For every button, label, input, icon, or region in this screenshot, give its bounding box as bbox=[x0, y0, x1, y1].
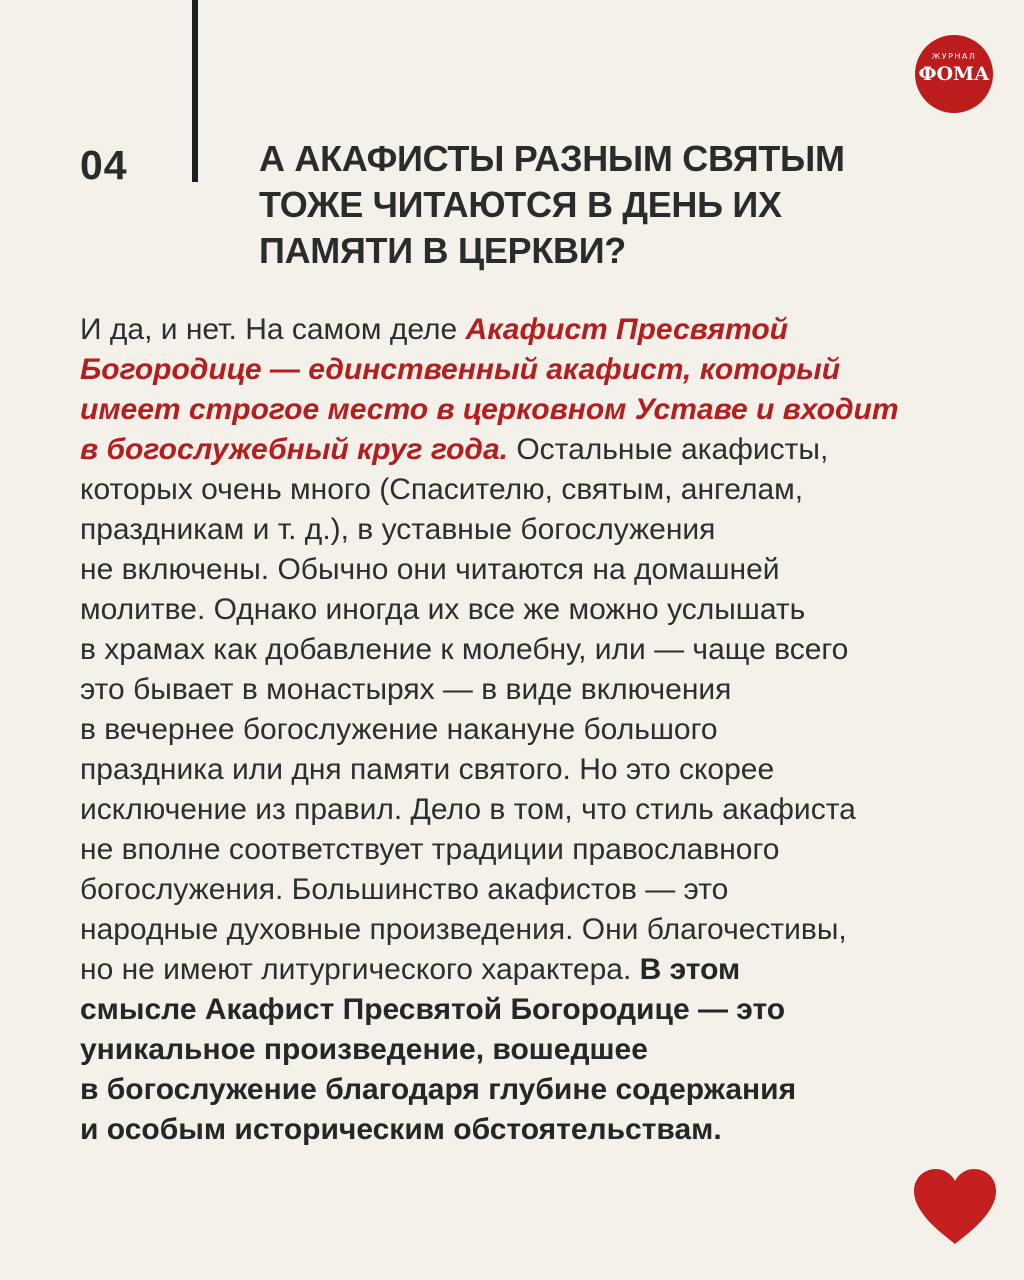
body-text-line: праздникам и т. д.), в уставные богослужения bbox=[80, 513, 716, 546]
body-text-highlight: имеет строгое место в церковном Уставе и входит bbox=[80, 393, 899, 426]
heading-line: ПАМЯТИ В ЦЕРКВИ? bbox=[259, 230, 626, 271]
body-text-line: исключение из правил. Дело в том, что стиль акафиста bbox=[80, 793, 856, 826]
body-text-line: которых очень много (Спасителю, святым, ангелам, bbox=[80, 473, 804, 506]
body-text-plain: И да, и нет. На самом деле bbox=[80, 313, 466, 346]
body-text-line: праздника или дня памяти святого. Но это скорее bbox=[80, 753, 775, 786]
body-text-plain: но не имеют литургического характера. bbox=[80, 953, 640, 986]
body-text-line: богослужения. Большинство акафистов — это bbox=[80, 873, 729, 906]
decorative-divider-line bbox=[192, 0, 198, 182]
body-text-plain: Остальные акафисты, bbox=[508, 433, 829, 466]
body-text-bold: В этом bbox=[639, 953, 741, 986]
question-heading bbox=[259, 136, 959, 274]
answer-text bbox=[80, 310, 1000, 1150]
card-number: 04 bbox=[80, 142, 128, 188]
logo-caption: ЖУРНАЛ bbox=[931, 52, 977, 61]
body-text-line: народные духовные произведения. Они благочестивы, bbox=[80, 913, 847, 946]
body-text-line: в вечернее богослужение накануне большого bbox=[80, 713, 718, 746]
body-text-highlight: Акафист Пресвятой bbox=[465, 313, 788, 346]
body-text-bold: и особым историческим обстоятельствам. bbox=[80, 1113, 722, 1146]
body-text-bold: смысле Акафист Пресвятой Богородице — это bbox=[80, 993, 786, 1026]
body-text-line: не вполне соответствует традиции православного bbox=[80, 833, 780, 866]
heading-line: А АКАФИСТЫ РАЗНЫМ СВЯТЫМ bbox=[259, 138, 845, 179]
body-text-line: это бывает в монастырях — в виде включения bbox=[80, 673, 732, 706]
heading-line: ТОЖЕ ЧИТАЮТСЯ В ДЕНЬ ИХ bbox=[259, 184, 782, 225]
body-text-highlight: Богородице — единственный акафист, который bbox=[80, 353, 841, 386]
body-text-line: не включены. Обычно они читаются на домашней bbox=[80, 553, 780, 586]
body-text-bold: в богослужение благодаря глубине содержания bbox=[80, 1073, 797, 1106]
body-text-line: в храмах как добавление к молебну, или — чаще всего bbox=[80, 633, 849, 666]
logo-name: ФОМА bbox=[918, 63, 990, 85]
body-text-bold: уникальное произведение, вошедшее bbox=[80, 1033, 648, 1066]
foma-logo[interactable] bbox=[915, 35, 993, 113]
body-text-highlight: в богослужебный круг года. bbox=[80, 433, 508, 466]
heart-icon[interactable] bbox=[912, 1168, 998, 1246]
body-text-line: молитве. Однако иногда их все же можно услышать bbox=[80, 593, 806, 626]
